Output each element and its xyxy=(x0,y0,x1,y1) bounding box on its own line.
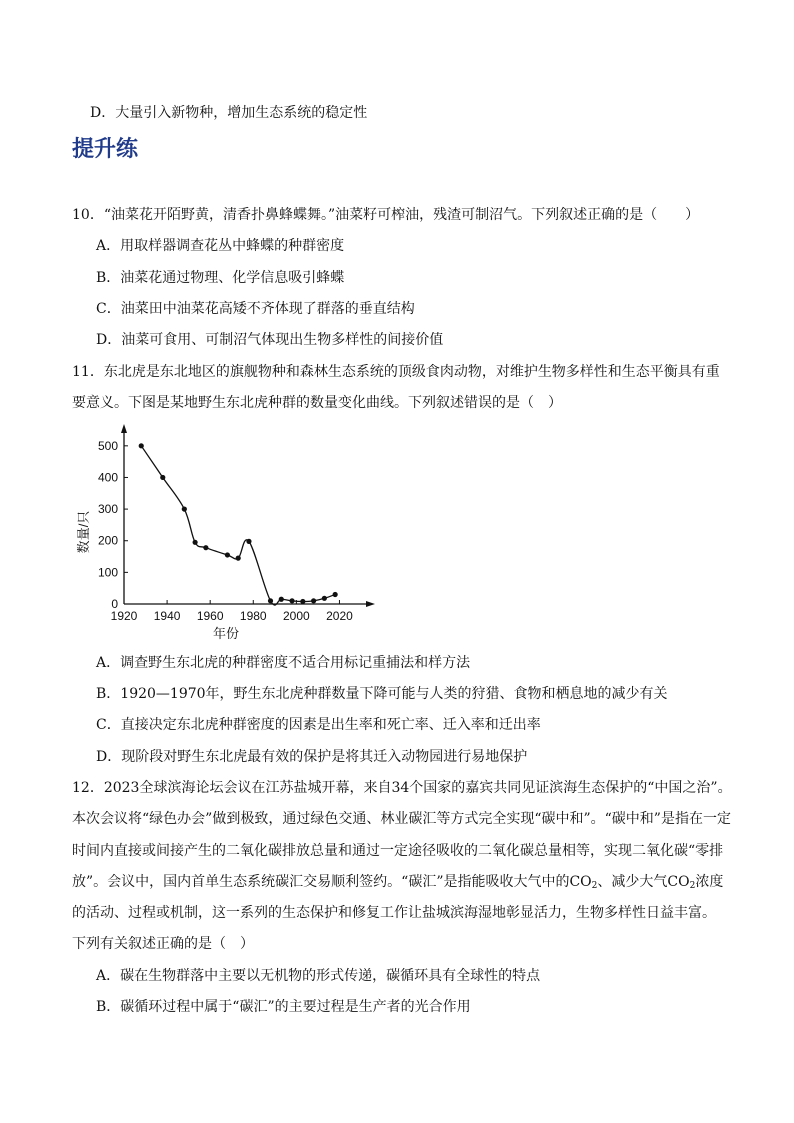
y-axis-label: 数量/只 xyxy=(76,510,91,554)
series-line xyxy=(141,446,335,605)
q12-line2: 本次会议将“绿色办会”做到极致，通过绿色交通、林业碳汇等方式完全实现“碳中和”。“碳中和”是指在一定 xyxy=(72,811,731,827)
y-tick-label: 300 xyxy=(97,502,118,517)
x-tick-label: 1960 xyxy=(196,609,224,623)
q12-option-a: A．碳在生物群落中主要以无机物的形式传递，碳循环具有全球性的特点 xyxy=(96,968,541,984)
y-tick-label: 400 xyxy=(97,470,118,485)
q11-option-c: C．直接决定东北虎种群密度的因素是出生率和死亡率、迁入率和迁出率 xyxy=(96,717,541,733)
y-tick-label: 500 xyxy=(97,438,118,453)
q11-stem-line2: 要意义。下图是某地野生东北虎种群的数量变化曲线。下列叙述错误的是（ ） xyxy=(72,395,562,411)
q12-line6: 下列有关叙述正确的是（ ） xyxy=(72,936,254,952)
x-axis-label: 年份 xyxy=(212,626,240,641)
data-point xyxy=(268,598,273,603)
data-point xyxy=(246,539,251,544)
section-title: 提升练 xyxy=(72,137,139,162)
x-axis-arrow xyxy=(366,601,375,607)
q12-line5: 的活动、过程或机制，这一系列的生态保护和修复工作让盐城滨海湿地彰显活力，生物多样性日益丰富。 xyxy=(72,905,716,921)
q11-stem-line1: 11．东北虎是东北地区的旗舰物种和森林生态系统的顶级食肉动物，对维护生物多样性和生态平衡具有重 xyxy=(72,364,720,380)
q12-line1: 12．2023全球滨海论坛会议在江苏盐城开幕，来自34个国家的嘉宾共同见证滨海生态保护的“中国之治”。 xyxy=(72,780,732,796)
data-point xyxy=(279,597,284,602)
top-option-d: D．大量引入新物种，增加生态系统的稳定性 xyxy=(90,105,368,121)
data-point xyxy=(225,552,230,557)
y-tick-label: 100 xyxy=(97,565,118,580)
data-point xyxy=(311,598,316,603)
co2-subscript: 2 xyxy=(689,881,696,891)
data-point xyxy=(289,598,294,603)
q12-line4-end: 浓度 xyxy=(695,874,724,890)
q10-option-b: B．油菜花通过物理、化学信息吸引蜂蝶 xyxy=(96,270,345,286)
q12-line4-text: 放”。会议中，国内首单生态系统碳汇交易顺利签约。“碳汇”是指能吸收大气中的CO xyxy=(72,874,592,890)
q12-line4-mid: 、减少大气CO xyxy=(597,874,690,890)
data-point xyxy=(139,443,144,448)
population-chart xyxy=(76,420,386,645)
x-tick-label: 1940 xyxy=(153,609,181,623)
x-tick-label: 2000 xyxy=(283,609,310,623)
q11-option-d: D．现阶段对野生东北虎最有效的保护是将其迁入动物园进行易地保护 xyxy=(96,749,528,765)
q10-option-a: A．用取样器调查花丛中蜂蝶的种群密度 xyxy=(96,238,345,254)
y-tick-label: 200 xyxy=(97,533,118,548)
co2-subscript: 2 xyxy=(591,881,598,891)
q10-option-c: C．油菜田中油菜花高矮不齐体现了群落的垂直结构 xyxy=(96,301,415,317)
q10-stem: 10．“油菜花开陌野黄，清香扑鼻蜂蝶舞。”油菜籽可榨油，残渣可制沼气。下列叙述正确的是（ ） xyxy=(72,207,700,223)
data-point xyxy=(322,596,327,601)
y-axis-arrow xyxy=(121,424,127,433)
data-point xyxy=(193,540,198,545)
y-tick-label: 0 xyxy=(111,597,118,611)
q11-option-b: B．1920—1970年，野生东北虎种群数量下降可能与人类的狩猎、食物和栖息地的减少有关 xyxy=(96,686,668,702)
data-point xyxy=(333,592,338,597)
data-point xyxy=(300,599,305,604)
data-point xyxy=(203,545,208,550)
x-tick-label: 2020 xyxy=(326,609,353,623)
x-tick-label: 1920 xyxy=(110,609,138,623)
q12-line4 xyxy=(72,872,723,896)
x-tick-label: 1980 xyxy=(239,609,267,623)
data-point xyxy=(160,475,165,480)
q12-option-b: B．碳循环过程中属于“碳汇”的主要过程是生产者的光合作用 xyxy=(96,999,471,1015)
q10-option-d: D．油菜可食用、可制沼气体现出生物多样性的间接价值 xyxy=(96,332,444,348)
q11-option-a: A．调查野生东北虎的种群密度不适合用标记重捕法和样方法 xyxy=(96,655,471,671)
data-point xyxy=(182,506,187,511)
q12-line3: 时间内直接或间接产生的二氧化碳排放总量和通过一定途径吸收的二氧化碳总量相等，实现二氧化碳“零排 xyxy=(72,843,724,859)
data-point xyxy=(236,556,241,561)
